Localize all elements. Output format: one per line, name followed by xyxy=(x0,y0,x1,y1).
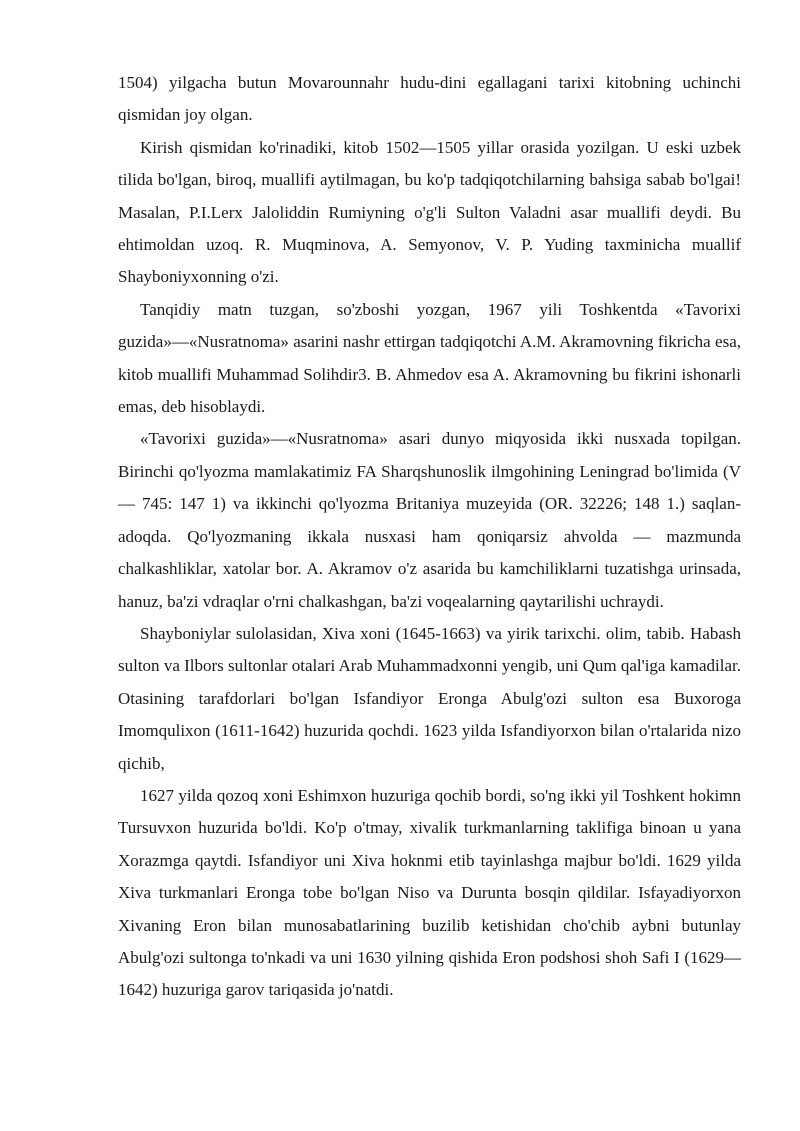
paragraph-5: Shayboniylar sulolasidan, Xiva xoni (1645-1663) va yirik tarixchi. olim, tabib. Habash sulton va Ilbors sultonlar otalari Arab Muhammadxonni yengib, uni Qum qal'iga kamadilar. Otasining tarafdorlari bo'lgan Isfandiyor Eronga Abulg'ozi sulton esa Buxoroga Imomqulixon (1611-1642) huzurida qochdi. 1623 yilda Isfandiyorxon bilan o'rtalarida nizo qichib, xyxy=(118,623,741,773)
paragraph-3: Tanqidiy matn tuzgan, so'zboshi yozgan, 1967 yili Toshkentda «Tavorixi guzida»—«Nusratnoma» asarini nashr ettirgan tadqiqotchi A.M. Akramovning fikricha esa, kitob muallifi Muhammad Solihdir3. B. Ahmedov esa A. Akramovning bu fikrini ishonarli emas, deb hisoblaydi. xyxy=(118,299,741,417)
paragraph-4: «Tavorixi guzida»—«Nusratnoma» asari dunyo miqyosida ikki nusxada topilgan. Birinchi qo'lyozma mamlakatimiz FA Sharqshunoslik ilmgohining Leningrad bo'limida (V — 745: 147 1) va ikkinchi qo'lyozma Britaniya muzeyida (OR. 32226; 148 1.) saqlan-adoqda. Qo'lyozmaning ikkala nusxasi ham qoniqarsiz ahvolda — mazmunda chalkashliklar, xatolar bor. A. Akramov o'z asarida bu kamchiliklarni tuzatishga urinsada, hanuz, ba'zi vdraqlar o'rni chalkashgan, ba'zi voqealarning qaytarilishi uchraydi. xyxy=(118,429,741,611)
paragraph-2: Kirish qismidan ko'rinadiki, kitob 1502—1505 yillar orasida yozilgan. U eski uzbek tilida bo'lgan, biroq, muallifi aytilmagan, bu ko'p tadqiqotchilarning bahsiga sabab bo'lgai! Masalan, P.I.Lerx Jaloliddin Rumiyning o'g'li Sulton Valadni asar muallifi deydi. Bu ehtimoldan uzoq. R. Muqminova, A. Semyonov, V. P. Yuding taxminicha muallif Shayboniyxonning o'zi. xyxy=(118,137,741,287)
paragraph-1: 1504) yilgacha butun Movarounnahr hudu-dini egallagani tarixi kitobning uchinchi qismidan joy olgan. xyxy=(118,73,741,125)
document-page xyxy=(118,67,741,1007)
paragraph-6: 1627 yilda qozoq xoni Eshimxon huzuriga qochib bordi, so'ng ikki yil Toshkent hokimn Tursuvxon huzurida bo'ldi. Ko'p o'tmay, xivalik turkmanlarning taklifiga binoan u yana Xorazmga qaytdi. Isfandiyor uni Xiva hoknmi etib tayinlashga majbur bo'ldi. 1629 yilda Xiva turkmanlari Eronga tobe bo'lgan Niso va Durunta bosqin qildilar. Isfayadiyorxon Xivaning Eron bilan munosabatlarining buzilib ketishidan cho'chib aybni butunlay Abulg'ozi sultonga to'nkadi va uni 1630 yilning qishida Eron podshosi shoh Safi I (1629—1642) huzuriga garov tariqasida jo'natdi. xyxy=(118,785,741,1000)
